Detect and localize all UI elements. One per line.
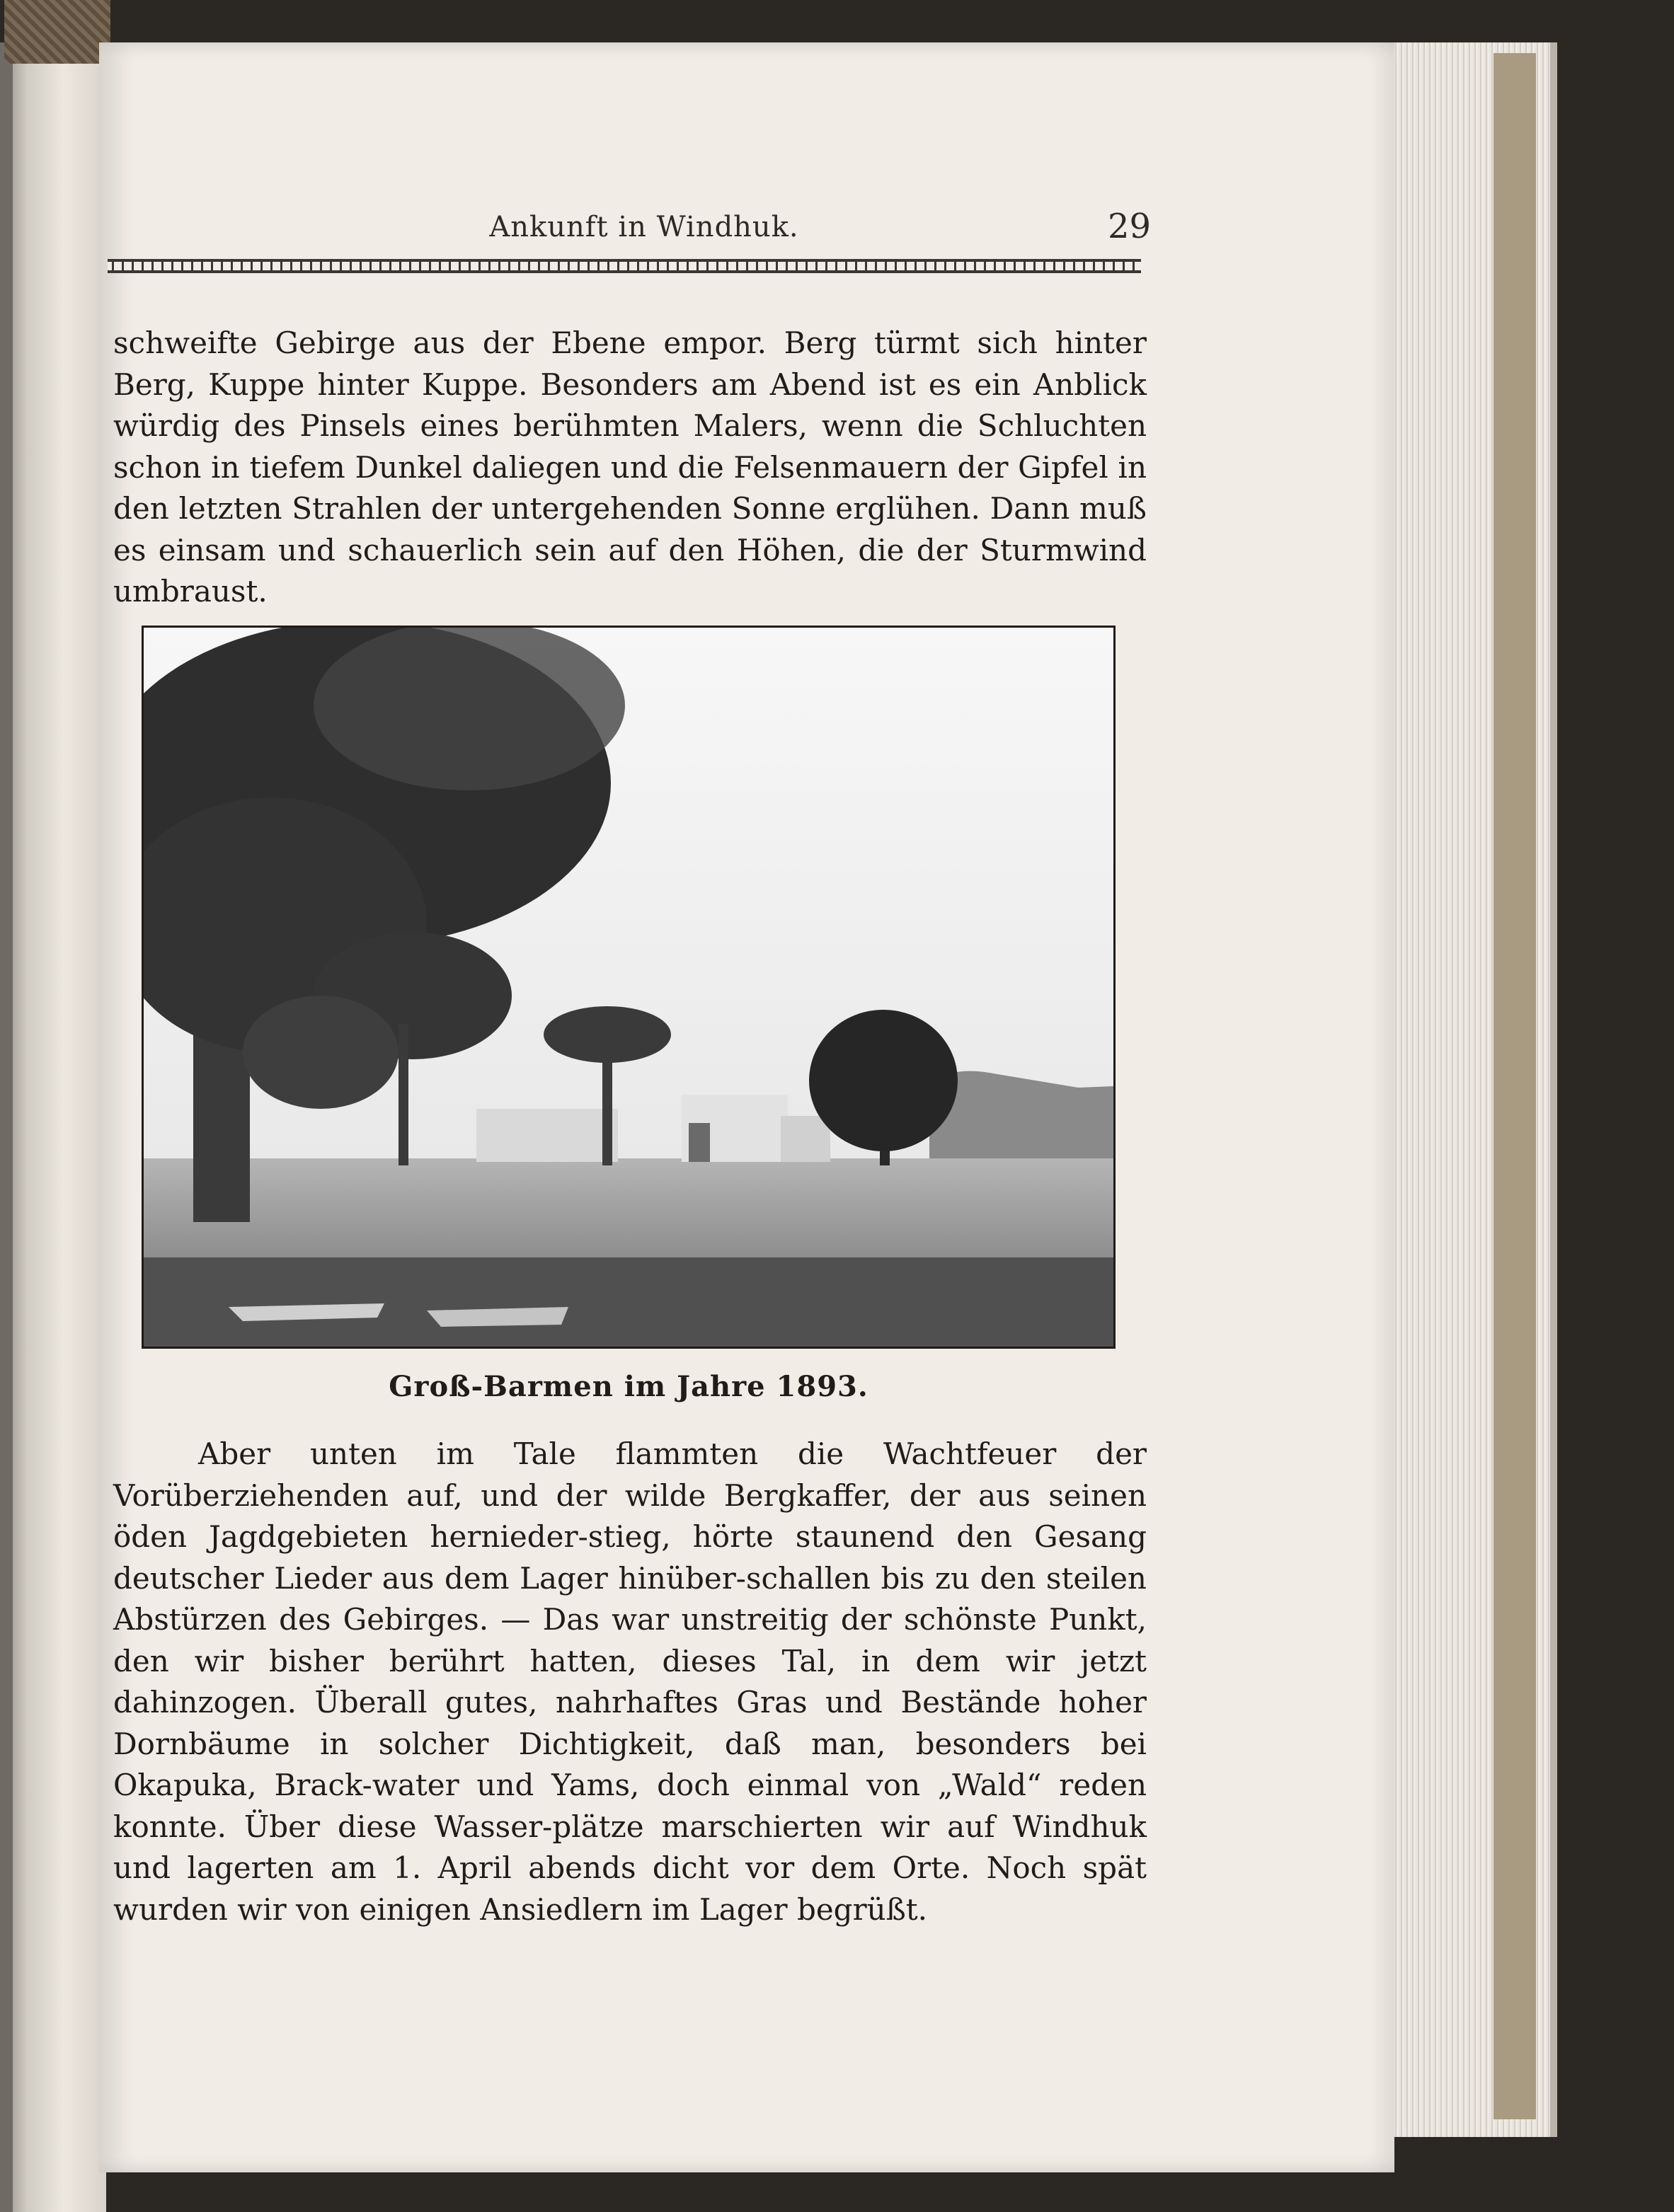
ornamental-rule bbox=[108, 259, 1141, 273]
page-number: 29 bbox=[1108, 207, 1152, 246]
figure-caption: Groß-Barmen im Jahre 1893. bbox=[389, 1370, 868, 1403]
photo-figure bbox=[142, 626, 1116, 1349]
running-title: Ankunft in Windhuk. bbox=[489, 211, 799, 243]
paragraph-1: schweifte Gebirge aus der Ebene empor. Berg türmt sich hinter Berg, Kuppe hinter Kuppe. Besonders am Abend ist es ein Anblick würdig des Pinsels eines berühmten Malers, wenn die Schluchten schon in tiefem Dunkel daliegen und die Felsenmauern der Gipfel in den letzten Strahlen der untergehenden Sonne erglühen. Dann muß es einsam und schauerlich sein auf den Höhen, die der Sturmwind umbraust. bbox=[113, 326, 1147, 609]
landscape-photo bbox=[144, 628, 1113, 1347]
grass-foreground bbox=[144, 1257, 1113, 1347]
paragraph-2: Aber unten im Tale flammten die Wachtfeuer der Vorüberziehenden auf, und der wilde Bergkaffer, der aus seinen öden Jagdgebieten hernieder-stieg, hörte staunend den Gesang deutscher Lieder aus dem Lager hinüber-schallen bis zu den steilen Abstürzen des Gebirges. — Das war unstreitig der schönste Punkt, den wir bisher berührt hatten, dieses Tal, in dem wir jetzt dahinzogen. Überall gutes, nahrhaftes Gras und Bestände hoher Dornbäume in solcher Dichtigkeit, daß man, besonders bei Okapuka, Brack-water und Yams, doch einmal von „Wald“ reden konnte. Über diese Wasser-plätze marschierten wir auf Windhuk und lagerten am 1. April abends dicht vor dem Orte. Noch spät wurden wir von einigen Ansiedlern im Lager begrüßt. bbox=[113, 1436, 1147, 1927]
bookmark-ribbon bbox=[4, 0, 110, 64]
book-cover-edge bbox=[1494, 53, 1536, 2119]
left-binding-edge bbox=[0, 42, 13, 2212]
facing-page-edge bbox=[0, 42, 106, 2212]
